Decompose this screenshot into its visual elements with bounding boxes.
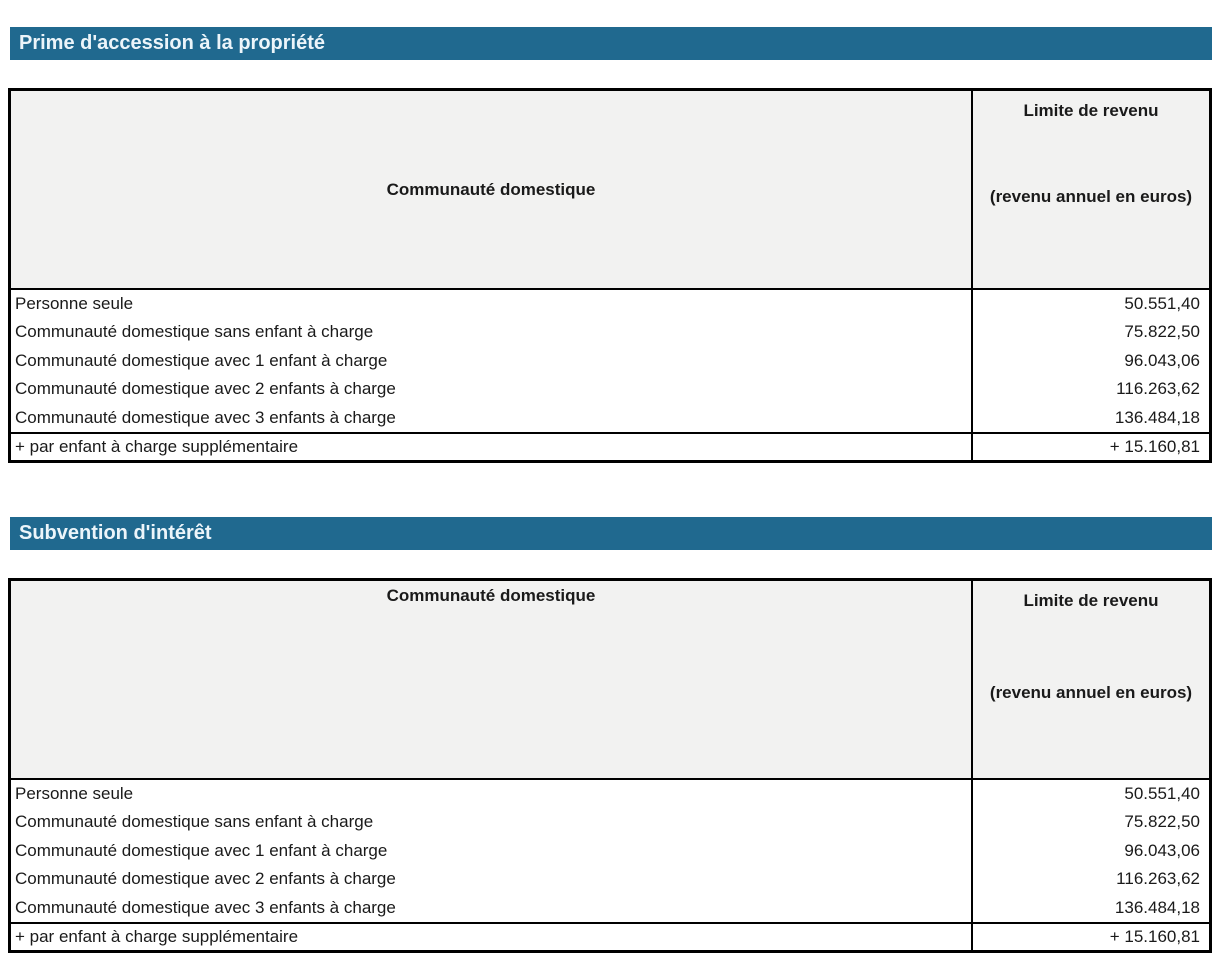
table-row xyxy=(11,290,1209,318)
table-row xyxy=(11,837,1209,865)
income-limit-value-cell: 96.043,06 xyxy=(1124,350,1200,370)
income-limit-value-cell: 136.484,18 xyxy=(1114,897,1200,917)
household-type-cell: + par enfant à charge supplémentaire xyxy=(11,924,973,950)
table-row xyxy=(11,347,1209,375)
income-limit-value-cell: 116.263,62 xyxy=(1116,869,1200,889)
income-limit-header-label: Limite de revenu xyxy=(1023,101,1159,120)
section-title-bar-prime-accession xyxy=(10,27,1212,60)
household-type-cell: Communauté domestique avec 3 enfants à charge xyxy=(11,404,973,432)
income-limit-column-header xyxy=(973,91,1209,288)
household-type-cell: Personne seule xyxy=(11,780,973,808)
household-type-cell: Communauté domestique avec 2 enfants à charge xyxy=(11,375,973,403)
income-limit-table-subvention-interet xyxy=(8,578,1212,953)
income-limit-value-cell: 50.551,40 xyxy=(1124,294,1200,313)
household-type-cell: Communauté domestique avec 2 enfants à charge xyxy=(11,865,973,893)
income-limit-value-cell: 96.043,06 xyxy=(1124,840,1200,860)
table-header-row xyxy=(11,91,1209,290)
household-type-cell: Communauté domestique avec 1 enfant à charge xyxy=(11,837,973,865)
household-type-cell: Personne seule xyxy=(11,290,973,318)
income-limit-value-cell: + 15.160,81 xyxy=(1109,926,1200,946)
household-type-cell: Communauté domestique avec 3 enfants à charge xyxy=(11,894,973,922)
table-row xyxy=(11,318,1209,346)
household-type-cell: Communauté domestique sans enfant à charge xyxy=(11,318,973,346)
income-limit-table-prime-accession xyxy=(8,88,1212,463)
table-header-row xyxy=(11,581,1209,780)
income-limit-value-cell: 75.822,50 xyxy=(1124,812,1200,832)
table-row xyxy=(11,404,1209,432)
table-footer-row xyxy=(11,922,1209,950)
table-row xyxy=(11,375,1209,403)
section-title: Prime d'accession à la propriété xyxy=(19,32,325,54)
income-limit-value-cell: 50.551,40 xyxy=(1124,784,1200,803)
table-row xyxy=(11,780,1209,808)
table-row xyxy=(11,865,1209,893)
household-column-header: Communauté domestique xyxy=(11,91,973,288)
household-type-cell: Communauté domestique sans enfant à charge xyxy=(11,808,973,836)
income-limit-column-header xyxy=(973,581,1209,778)
section-title: Subvention d'intérêt xyxy=(19,522,212,544)
table-footer-row xyxy=(11,432,1209,460)
income-limit-value-cell: 136.484,18 xyxy=(1114,407,1200,427)
income-limit-header-label: Limite de revenu xyxy=(1023,591,1159,610)
income-limit-unit-label: (revenu annuel en euros) xyxy=(989,683,1193,702)
income-limit-value-cell: + 15.160,81 xyxy=(1109,436,1200,456)
income-limit-value-cell: 75.822,50 xyxy=(1124,322,1200,342)
income-limit-unit-label: (revenu annuel en euros) xyxy=(989,187,1193,206)
household-type-cell: + par enfant à charge supplémentaire xyxy=(11,434,973,460)
household-type-cell: Communauté domestique avec 1 enfant à charge xyxy=(11,347,973,375)
income-limit-value-cell: 116.263,62 xyxy=(1116,379,1200,399)
household-column-header: Communauté domestique xyxy=(11,581,973,778)
table-row xyxy=(11,808,1209,836)
section-title-bar-subvention-interet xyxy=(10,517,1212,550)
table-row xyxy=(11,894,1209,922)
